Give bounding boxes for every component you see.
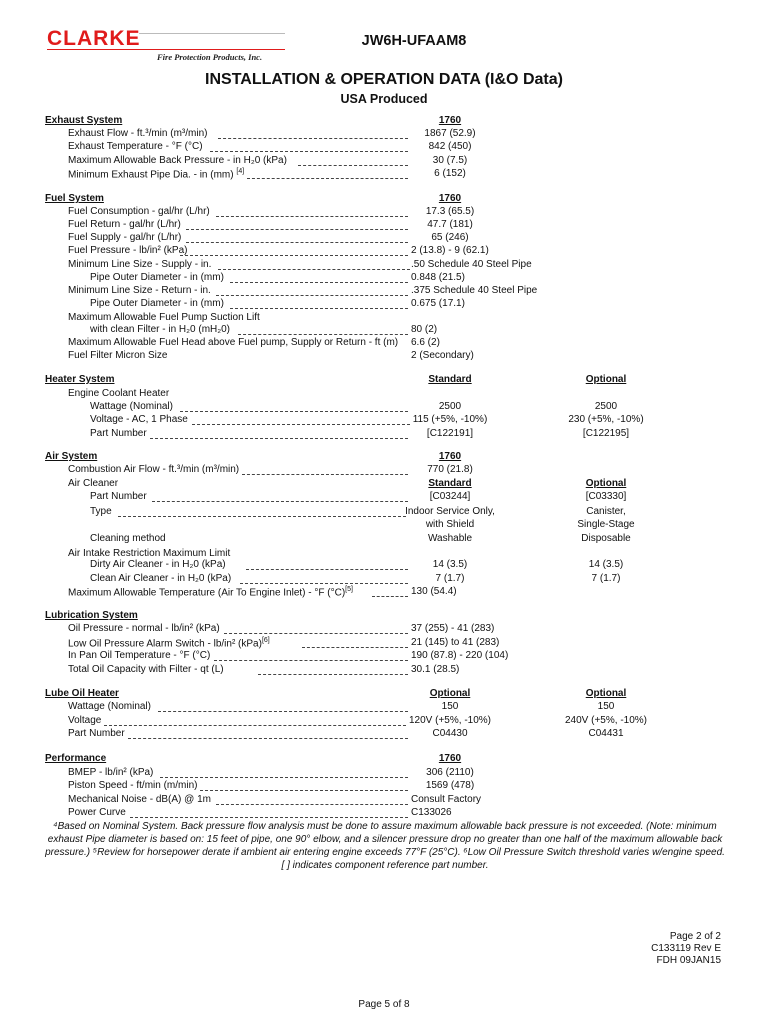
exhaust-bp-label: Maximum Allowable Back Pressure - in H₂0 (kPa) <box>68 155 287 166</box>
page-of-label: Page 2 of 2 <box>669 931 721 942</box>
exhaust-temp-value: 842 (450) <box>428 141 472 152</box>
heater-part-opt: [C122195] <box>582 428 630 439</box>
air-cleaner-label: Air Cleaner <box>68 478 119 489</box>
fuel-pressure-label: Fuel Pressure - lb/in² (kPa) <box>68 245 188 256</box>
fuel-pod1-value: 0.848 (21.5) <box>411 272 465 283</box>
fuel-supply-value: 65 (246) <box>431 232 469 243</box>
perf-noise-label: Mechanical Noise - dB(A) @ 1m <box>68 794 211 805</box>
fuel-head-value: 6.6 (2) <box>411 337 440 348</box>
fuel-lift-label-2: with clean Filter - in H₂0 (mH₂0) <box>90 324 231 335</box>
heater-std-header: Standard <box>428 374 472 385</box>
page-title: INSTALLATION & OPERATION DATA (I&O Data) <box>205 71 563 88</box>
air-dirty-label: Dirty Air Cleaner - in H₂0 (kPa) <box>90 559 226 570</box>
section-lube-heater: Lube Oil Heater <box>45 688 119 699</box>
heater-wattage-label: Wattage (Nominal) <box>90 401 173 412</box>
heater-opt-header: Optional <box>585 374 627 385</box>
air-maxtemp-label: Maximum Allowable Temperature (Air To Engine Inlet) - °F (°C)[5] <box>68 586 353 599</box>
lube-op-value: 37 (255) - 41 (283) <box>411 623 495 634</box>
air-type-label: Type <box>90 506 112 517</box>
fuel-micron-label: Fuel Filter Micron Size <box>68 350 168 361</box>
lubeheater-part-1: C04430 <box>432 728 468 739</box>
lubeheater-watt-label: Wattage (Nominal) <box>68 701 151 712</box>
perf-curve-label: Power Curve <box>68 807 126 818</box>
air-clean-opt: Disposable <box>581 533 631 544</box>
exhaust-bp-value: 30 (7.5) <box>432 155 468 166</box>
air-maxtemp-value: 130 (54.4) <box>411 586 457 597</box>
fuel-return-label: Fuel Return - gal/hr (L/hr) <box>68 219 181 230</box>
air-type-std-2: with Shield <box>425 519 475 530</box>
heater-voltage-std: 115 (+5%, -10%) <box>412 414 488 425</box>
perf-bmep-label: BMEP - lb/in² (kPa) <box>68 767 154 778</box>
air-type-opt-2: Single-Stage <box>577 519 635 530</box>
fuel-supply-label: Fuel Supply - gal/hr (L/hr) <box>68 232 182 243</box>
section-heater: Heater System <box>45 374 115 385</box>
perf-piston-value: 1569 (478) <box>425 780 475 791</box>
heater-sub-label: Engine Coolant Heater <box>68 388 170 399</box>
lube-low-value: 21 (145) to 41 (283) <box>411 637 500 648</box>
page-subtitle: USA Produced <box>340 92 428 106</box>
air-comb-label: Combustion Air Flow - ft.³/min (m³/min) <box>68 464 240 475</box>
fuel-minreturn-value: .375 Schedule 40 Steel Pipe <box>411 285 538 296</box>
fuel-minreturn-label: Minimum Line Size - Return - in. <box>68 285 211 296</box>
lubeheater-watt-1: 150 <box>441 701 459 712</box>
lube-low-label: Low Oil Pressure Alarm Switch - lb/in² (kPa)[6] <box>68 637 270 650</box>
logo-brand: CLARKE <box>47 27 141 50</box>
exhaust-temp-label: Exhaust Temperature - °F (°C) <box>68 141 203 152</box>
air-dirty-std: 14 (3.5) <box>432 559 468 570</box>
lubeheater-opt2-header: Optional <box>585 688 627 699</box>
fuel-head-label: Maximum Allowable Fuel Head above Fuel pump, Supply or Return - ft (m) <box>68 337 399 348</box>
air-type-opt-1: Canister, <box>586 506 626 517</box>
exhaust-pipe-value: 6 (152) <box>434 168 466 179</box>
page-number: Page 5 of 8 <box>358 999 410 1010</box>
heater-voltage-opt: 230 (+5%, -10%) <box>568 414 644 425</box>
lube-cap-label: Total Oil Capacity with Filter - qt (L) <box>68 664 224 675</box>
revision-label: C133119 Rev E <box>651 943 721 954</box>
fuel-micron-value: 2 (Secondary) <box>411 350 474 361</box>
air-cleanac-opt: 7 (1.7) <box>591 573 621 584</box>
exhaust-flow-label: Exhaust Flow - ft.³/min (m³/min) <box>68 128 208 139</box>
model-number: JW6H-UFAAM8 <box>361 33 467 49</box>
perf-col-header: 1760 <box>438 753 462 764</box>
fuel-col-header: 1760 <box>438 193 462 204</box>
fuel-pressure-value: 2 (13.8) - 9 (62.1) <box>411 245 489 256</box>
air-clean-label: Cleaning method <box>90 533 166 544</box>
air-part-label: Part Number <box>90 491 147 502</box>
air-comb-value: 770 (21.8) <box>427 464 473 475</box>
lube-cap-value: 30.1 (28.5) <box>411 664 460 675</box>
fuel-return-value: 47.7 (181) <box>427 219 473 230</box>
lubeheater-part-label: Part Number <box>68 728 125 739</box>
heater-wattage-opt: 2500 <box>594 401 618 412</box>
air-cleanac-label: Clean Air Cleaner - in H₂0 (kPa) <box>90 573 232 584</box>
exhaust-flow-value: 1867 (52.9) <box>424 128 476 139</box>
air-opt-header: Optional <box>585 478 627 489</box>
lubeheater-volt-label: Voltage <box>68 715 102 726</box>
exhaust-col-header: 1760 <box>438 115 462 126</box>
lube-pan-label: In Pan Oil Temperature - °F (°C) <box>68 650 211 661</box>
air-clean-std: Washable <box>427 533 473 544</box>
heater-wattage-std: 2500 <box>438 401 462 412</box>
air-part-std: [C03244] <box>429 491 471 502</box>
section-exhaust: Exhaust System <box>45 115 123 126</box>
air-type-std-1: Indoor Service Only, <box>405 506 495 517</box>
fuel-lift-label: Maximum Allowable Fuel Pump Suction Lift <box>68 312 260 323</box>
section-air: Air System <box>45 451 98 462</box>
fuel-consumption-value: 17.3 (65.5) <box>425 206 475 217</box>
fuel-lift-value: 80 (2) <box>411 324 438 335</box>
heater-voltage-label: Voltage - AC, 1 Phase <box>90 414 188 425</box>
lubeheater-watt-2: 150 <box>597 701 615 712</box>
footnote: ⁴Based on Nominal System. Back pressure flow analysis must be done to assure maximum allowable back pressure is not exceeded. (Note: minimum exhaust Pipe diameter is based on: 15 feet of pipe, one 90° elbow, and a silencer pressure drop no greater than one half of the maximum allowable back pressure.) ⁵Review for horsepower derate if ambient air entering engine exceeds 77°F (25°C). ⁶Low Oil Pressure Switch threshold varies w/engine speed. [ ] indicates component reference part number. <box>45 821 725 871</box>
lubeheater-opt1-header: Optional <box>429 688 471 699</box>
section-lubrication: Lubrication System <box>45 610 138 621</box>
lube-pan-value: 190 (87.8) - 220 (104) <box>411 650 509 661</box>
fuel-consumption-label: Fuel Consumption - gal/hr (L/hr) <box>68 206 210 217</box>
fdh-label: FDH 09JAN15 <box>656 955 721 966</box>
lubeheater-volt-2: 240V (+5%, -10%) <box>565 715 647 726</box>
perf-piston-label: Piston Speed - ft/min (m/min) <box>68 780 198 791</box>
heater-part-label: Part Number <box>90 428 147 439</box>
air-part-opt: [C03330] <box>585 491 627 502</box>
air-dirty-opt: 14 (3.5) <box>588 559 624 570</box>
air-std-header: Standard <box>428 478 472 489</box>
air-restriction-label: Air Intake Restriction Maximum Limit <box>68 548 231 559</box>
heater-part-std: [C122191] <box>426 428 474 439</box>
perf-bmep-value: 306 (2110) <box>426 767 474 778</box>
perf-curve-value: C133026 <box>411 807 452 818</box>
lubeheater-volt-1: 120V (+5%, -10%) <box>409 715 491 726</box>
fuel-pod2-label: Pipe Outer Diameter - in (mm) <box>90 298 224 309</box>
fuel-minsupply-label: Minimum Line Size - Supply - in. <box>68 259 212 270</box>
perf-noise-value: Consult Factory <box>411 794 482 805</box>
lubeheater-part-2: C04431 <box>588 728 624 739</box>
section-performance: Performance <box>45 753 107 764</box>
air-col-header: 1760 <box>438 451 462 462</box>
logo-tagline: Fire Protection Products, Inc. <box>157 52 263 62</box>
fuel-minsupply-value: .50 Schedule 40 Steel Pipe <box>411 259 532 270</box>
section-fuel: Fuel System <box>45 193 104 204</box>
fuel-pod1-label: Pipe Outer Diameter - in (mm) <box>90 272 224 283</box>
air-cleanac-std: 7 (1.7) <box>435 573 465 584</box>
lube-op-label: Oil Pressure - normal - lb/in² (kPa) <box>68 623 220 634</box>
fuel-pod2-value: 0.675 (17.1) <box>411 298 465 309</box>
exhaust-pipe-label: Minimum Exhaust Pipe Dia. - in (mm) [4] <box>68 168 245 181</box>
